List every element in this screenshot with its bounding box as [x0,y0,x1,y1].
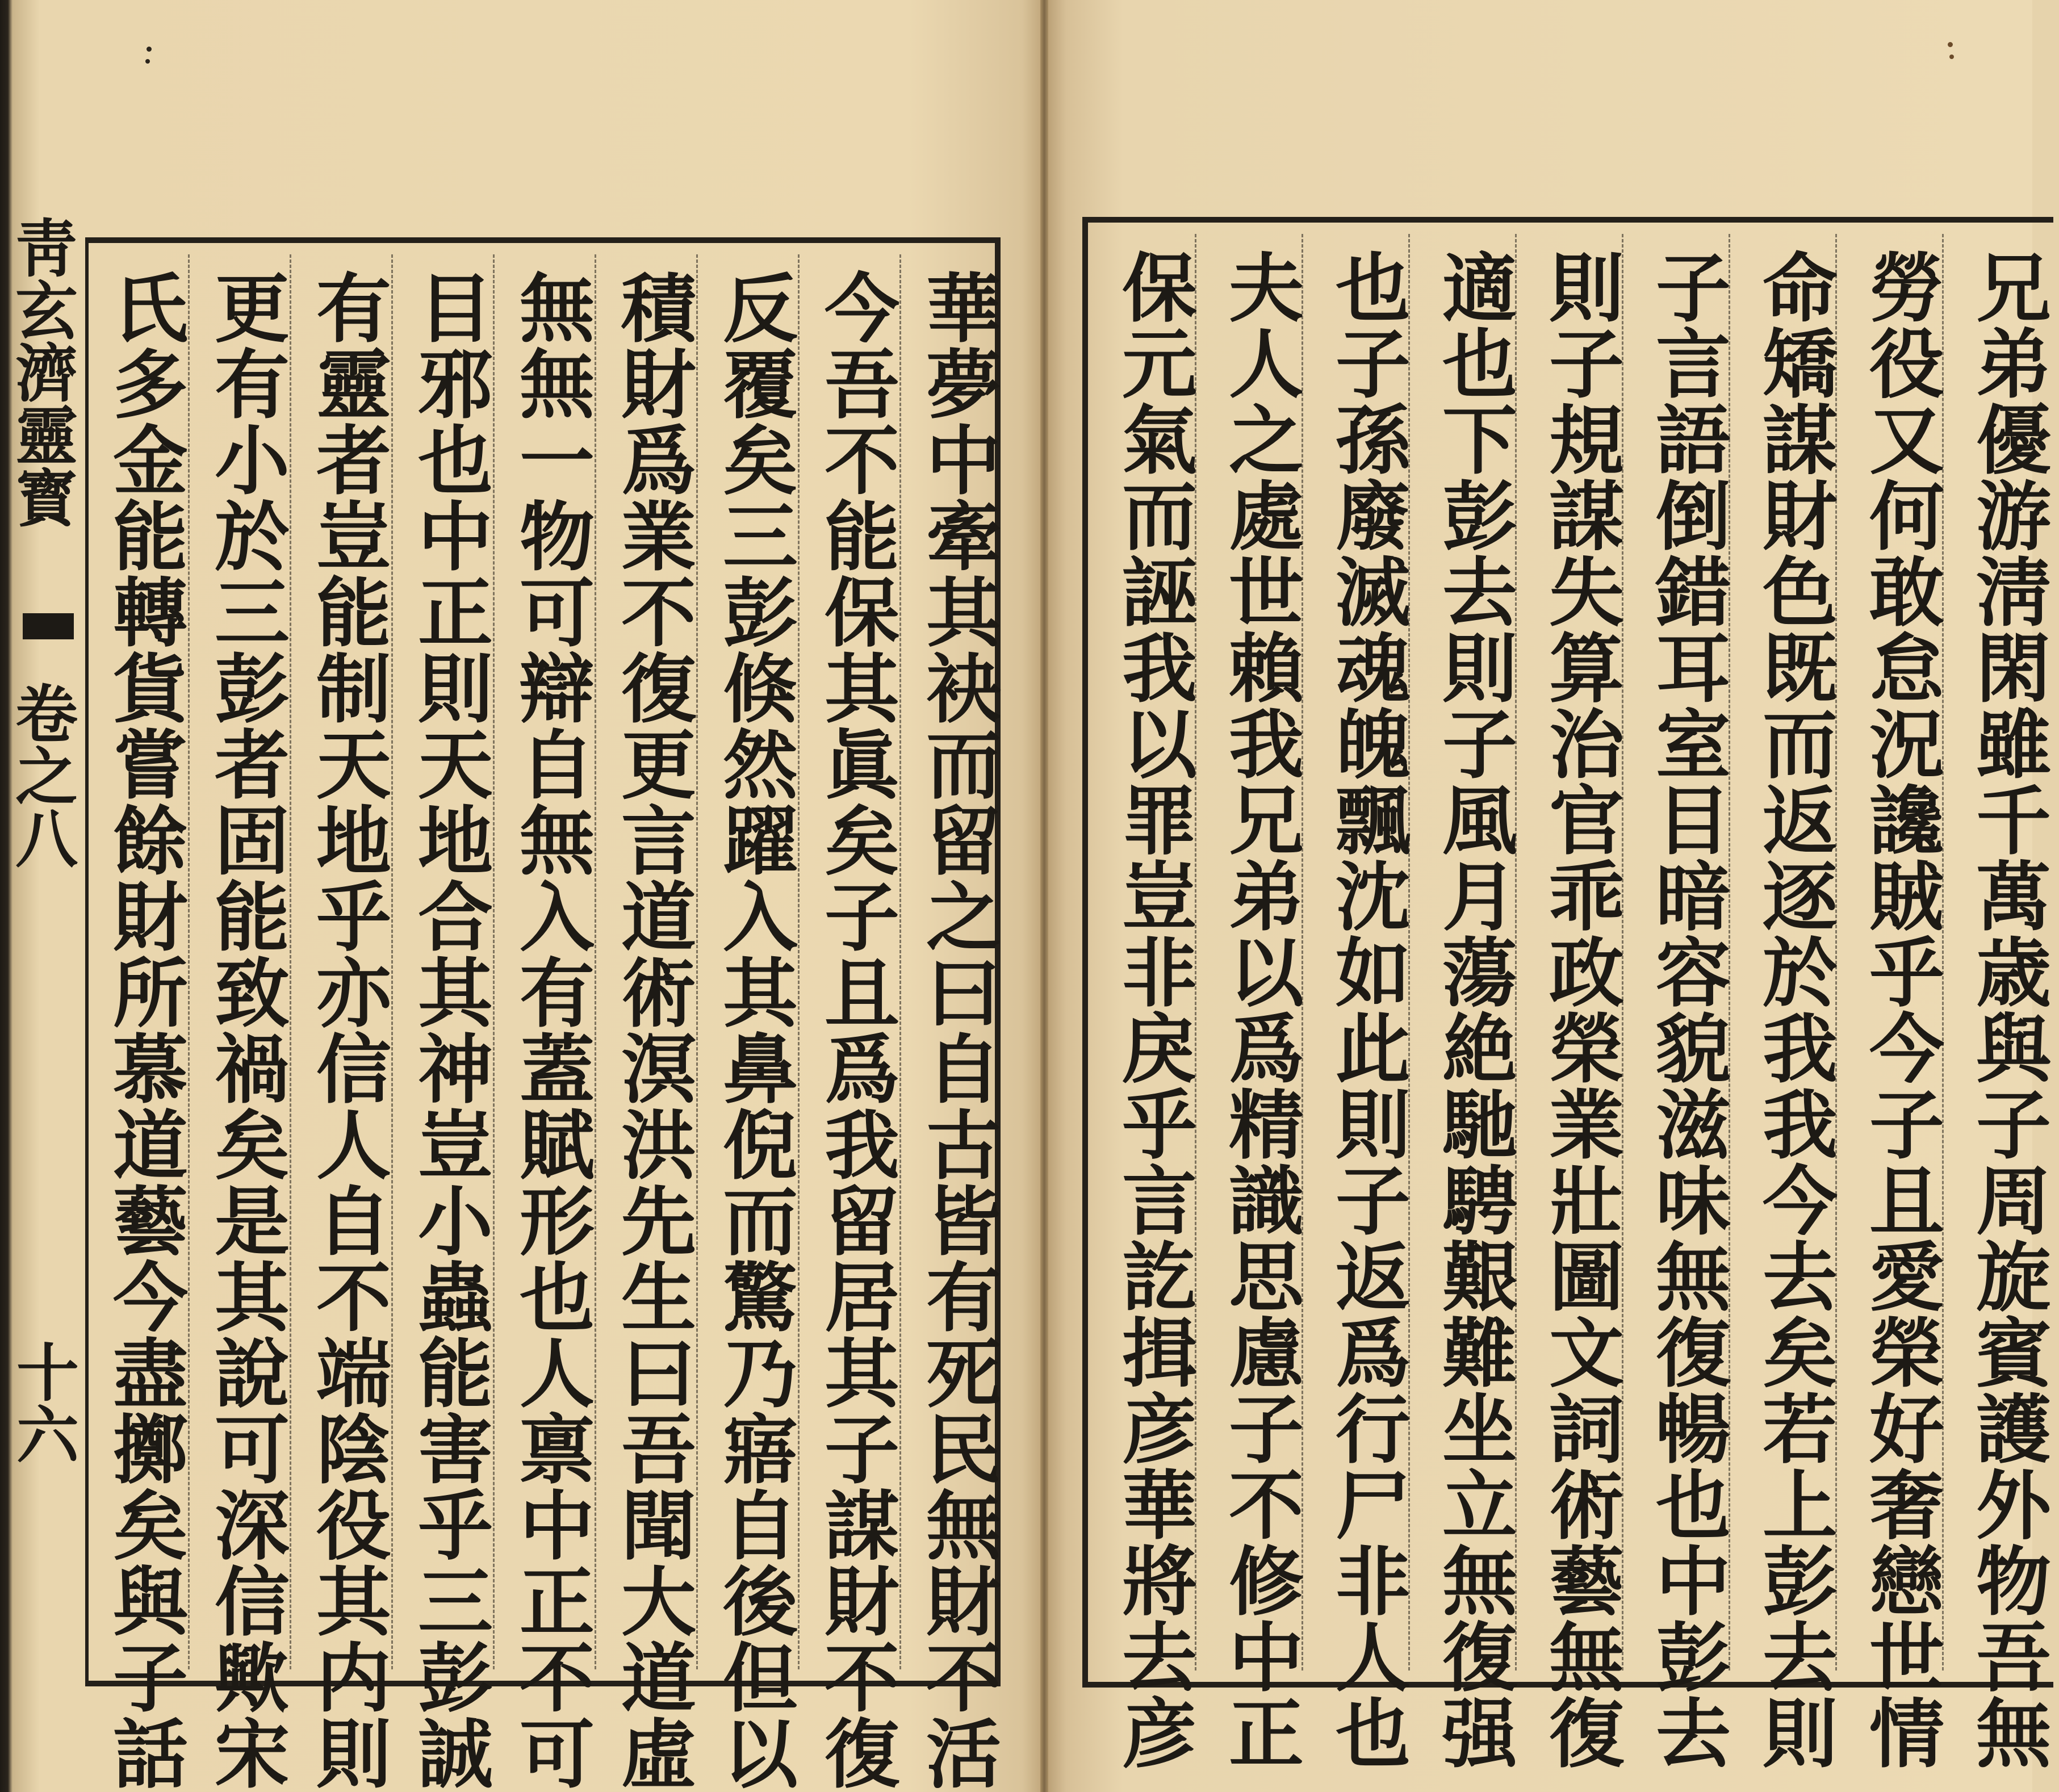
right-column-4: 子言語倒錯耳室目暗容貌滋味無復暢也中彭去 [1643,249,1731,1770]
ink-speck [147,47,152,52]
book-gutter [1040,0,1048,1792]
page-number: 十六 [6,1340,79,1465]
right-column-9: 保元氣而誣我以罪豈非戾乎言訖揖彦華將去彦 [1109,249,1197,1770]
ink-speck [145,59,150,64]
left-page-frame [85,237,1001,1791]
right-column-6: 適也下彭去則子風月蕩絶馳騁艱難坐立無復强 [1429,249,1517,1770]
left-column-7: 有靈者豈能制天地乎亦信人自不端陰役其内則 [303,269,391,1791]
left-column-3: 反覆矣三彭倏然躍入其鼻倪而驚乃寤自後但以 [710,269,798,1791]
right-column-7: 也子孫廢滅魂魄飄沈如此則子返爲行尸非人也 [1323,249,1411,1770]
right-column-3: 命矯謀財色既而返逐於我我今去矣若上彭去則 [1750,249,1838,1770]
left-column-6: 目邪也中正則天地合其神豈小蟲能害乎三彭誠 [405,269,493,1791]
right-column-5: 則子規謀失算治官乖政榮業壯圖文詞術藝無復 [1536,249,1624,1770]
right-column-8: 夫人之處世賴我兄弟以爲精識思慮子不修中正 [1216,249,1304,1770]
margin-volume: 卷之八 [5,681,78,869]
right-column-1: 兄弟優游淸閑雖千萬歳與子周旋賓護外物吾無 [1963,249,2051,1770]
fishtail-mark [23,613,74,639]
left-column-5: 無無一物可辯自無入有蓋賦形也人禀中正不可 [507,269,595,1791]
right-column-2: 勞役又何敢怠況讒賊乎今子且愛榮好奢戀世情 [1856,249,1944,1770]
block-heart-margin [0,216,78,1669]
ink-speck [1949,55,1954,59]
left-column-1: 華夢中牽其袂而留之曰自古皆有死民無財不活 [913,269,1001,1791]
ink-speck [1948,42,1953,47]
left-column-9: 氏多金能轉貨嘗餘財所慕道藝今盡擲矣與子話 [100,269,188,1791]
left-column-2: 今吾不能保其眞矣子且爲我留居其子謀財不復 [811,269,899,1791]
right-page-frame [1082,217,2053,1770]
margin-title: 靑玄濟靈寳 [5,216,78,528]
left-column-8: 更有小於三彭者固能致禍矣是其說可深信歟宋 [202,269,290,1791]
left-column-4: 積財爲業不復更言道術溟洪先生曰吾聞大道虛 [608,269,696,1791]
